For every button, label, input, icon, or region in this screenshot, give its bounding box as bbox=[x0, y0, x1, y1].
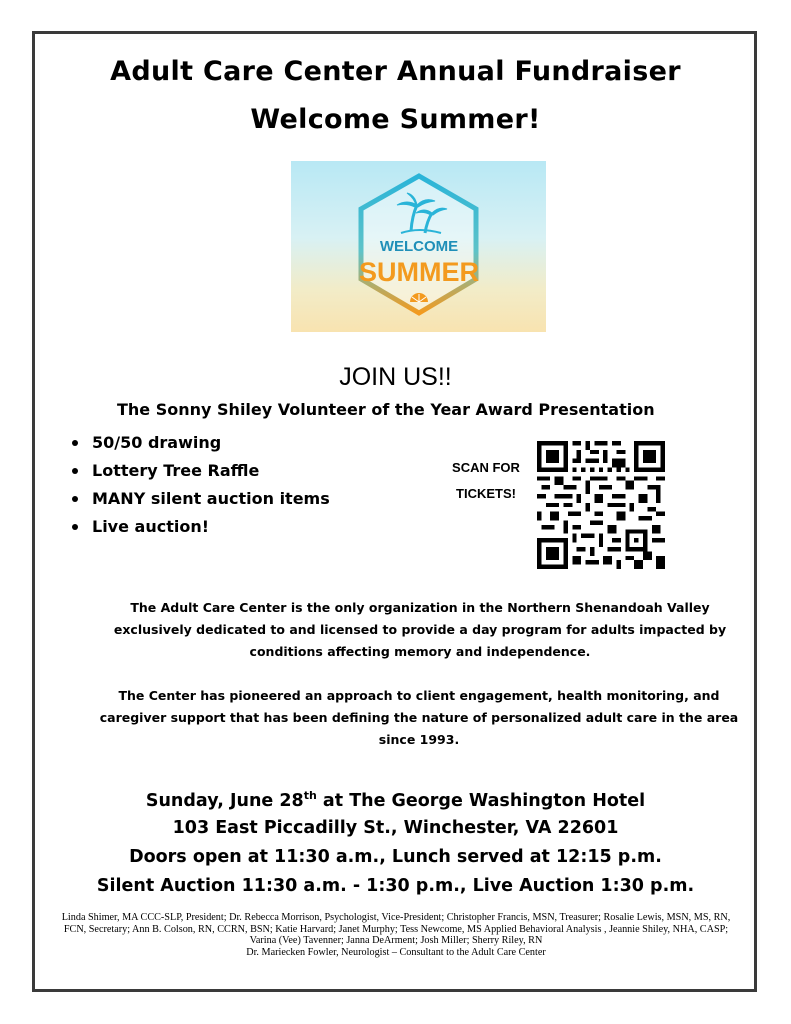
bullet-icon bbox=[72, 524, 78, 530]
board-members bbox=[40, 912, 752, 958]
join-us-heading: JOIN US!! bbox=[339, 363, 452, 391]
event-address: 103 East Piccadilly St., Winchester, VA 22601 bbox=[172, 818, 619, 838]
scan-line-1: SCAN FOR bbox=[452, 460, 520, 475]
welcome-text: WELCOME bbox=[379, 238, 459, 255]
mission-paragraph: The Adult Care Center is the only organization in the Northern Shenandoah Valley exclusively dedicated to and licensed to provide a day program for adults impacted by conditions affecting memory and independence. bbox=[113, 600, 727, 659]
summer-text: SUMMER bbox=[359, 257, 479, 287]
qr-code[interactable] bbox=[537, 441, 665, 569]
welcome-summer-image bbox=[291, 161, 546, 332]
event-doors-lunch: Doors open at 11:30 a.m., Lunch served at 12:15 p.m. bbox=[129, 847, 662, 867]
activities-list bbox=[66, 429, 330, 541]
bullet-icon bbox=[72, 440, 78, 446]
event-auction-times: Silent Auction 11:30 a.m. - 1:30 p.m., Live Auction 1:30 p.m. bbox=[96, 876, 695, 896]
list-item: MANY silent auction items bbox=[66, 485, 330, 513]
scan-for-tickets bbox=[436, 455, 536, 507]
board-line-4: Dr. Mariecken Fowler, Neurologist – Consultant to the Adult Care Center bbox=[246, 946, 546, 958]
award-presentation: The Sonny Shiley Volunteer of the Year Award Presentation bbox=[117, 400, 655, 419]
scan-line-2: TICKETS! bbox=[456, 486, 516, 501]
board-line-3: Varina (Vee) Tavenner; Janna DeArment; Josh Miller; Sherry Riley, RN bbox=[249, 935, 543, 946]
list-item: Lottery Tree Raffle bbox=[66, 457, 330, 485]
board-line-2: FCN, Secretary; Ann B. Colson, RN, CCRN, BSN; Katie Harvard; Janet Murphy; Tess Newcome, MS Applied Behavioral Analysis , Jeannie Shiley, NHA, CASP; bbox=[63, 923, 729, 935]
event-date: Sunday, June 28th at The George Washington Hotel bbox=[145, 789, 646, 811]
bullet-icon bbox=[72, 496, 78, 502]
page-subtitle: Welcome Summer! bbox=[250, 104, 541, 135]
bullet-icon bbox=[72, 468, 78, 474]
board-line-1: Linda Shimer, MA CCC-SLP, President; Dr. Rebecca Morrison, Psychologist, Vice-President; Christopher Francis, MSN, Treasurer; Rosalie Lewis, MSN, MS, RN, bbox=[61, 912, 731, 923]
page-title: Adult Care Center Annual Fundraiser bbox=[110, 56, 681, 87]
list-item: Live auction! bbox=[66, 513, 330, 541]
history-paragraph: The Center has pioneered an approach to client engagement, health monitoring, and caregiver support that has been defining the nature of personalized adult care in the area since 1993. bbox=[99, 688, 739, 747]
list-item: 50/50 drawing bbox=[66, 429, 330, 457]
